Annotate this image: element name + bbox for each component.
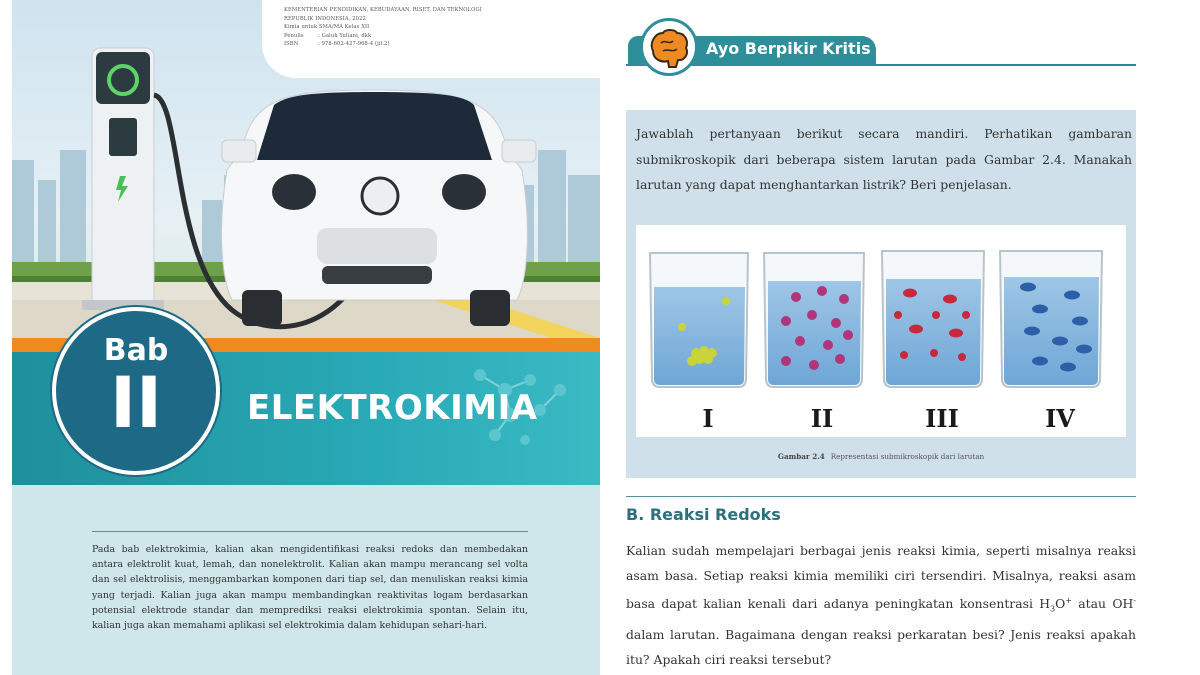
brain-icon-badge bbox=[640, 18, 698, 76]
chapter-number-badge bbox=[52, 307, 220, 475]
beaker-1-icon bbox=[650, 253, 748, 387]
charging-station-icon bbox=[82, 48, 164, 310]
beaker-label-1: I bbox=[702, 404, 714, 433]
publication-info bbox=[262, 0, 600, 78]
beaker-label-4: IV bbox=[1045, 404, 1075, 433]
meta-line-1: KEMENTERIAN PENDIDIKAN, KEBUDAYAAN, RISET, DAN TEKNOLOGI bbox=[284, 7, 482, 13]
chapter-label: Bab bbox=[103, 333, 169, 368]
chapter-number: II bbox=[109, 362, 163, 444]
caption-text: Representasi submikroskopik dari larutan bbox=[830, 452, 985, 461]
section-body-text: Kalian sudah mempelajari berbagai jenis reaksi kimia, seperti misalnya reaksi asam basa. Setiap reaksi kimia memiliki ciri tersendiri. Misalnya, reaksi asam basa dapat kalian kenali dari adanya peningkatan konsentrasi $H_3O^+$ atau OH- dalam larutan. Bagaimana dengan reaksi perkaratan besi? Jenis reaksi apakah itu? Apakah ciri reaksi tersebut? bbox=[626, 543, 1136, 668]
chapter-intro-text: Pada bab elektrokimia, kalian akan mengidentifikasi reaksi redoks dan membedakan antara elektrolit kuat, lemah, dan nonelektrolit. Kalian akan mampu merancang sel volta dan sel elektrolisis, menggambarkan komponen dari tiap sel, dan menuliskan reaksi kimia yang terjadi. Kalian juga akan mampu membandingkan reaktivitas logam berdasarkan potensial elektrode standar dan memprediksi reaksi elektrokimia spontan. Selain itu, kalian juga akan memahami aplikasi sel elektrokimia dalam kehidupan sehari-hari. bbox=[92, 544, 528, 632]
caption-label: Gambar 2.4 bbox=[777, 452, 825, 461]
brain-icon bbox=[643, 21, 695, 73]
beaker-3-icon bbox=[882, 251, 984, 387]
beaker-label-2: II bbox=[810, 404, 834, 433]
beaker-4-icon bbox=[1000, 251, 1102, 387]
section-divider bbox=[626, 496, 1136, 497]
section-header-title: Ayo Berpikir Kritis bbox=[706, 39, 871, 58]
chapter-title: ELEKTROKIMIA bbox=[247, 388, 538, 428]
meta-line-3: Kimia untuk SMA/MA Kelas XII bbox=[284, 24, 370, 31]
meta-line-isbn: ISBN : 978-602-427-968-4 (jil.2) bbox=[284, 41, 390, 48]
meta-line-2: REPUBLIK INDONESIA, 2022 bbox=[284, 15, 366, 22]
right-page bbox=[600, 0, 1200, 675]
electric-car-icon bbox=[222, 90, 536, 326]
meta-line-author: Penulis : Galuh Yuliani, dkk bbox=[284, 32, 372, 39]
section-title: B. Reaksi Redoks bbox=[626, 505, 781, 524]
question-text: Jawablah pertanyaan berikut secara mandiri. Perhatikan gambaran submikroskopik dari beberapa sistem larutan pada Gambar 2.4. Manakah larutan yang dapat menghantarkan listrik? Beri penjelasan. bbox=[636, 126, 1132, 192]
figure-caption bbox=[626, 452, 1136, 461]
beaker-2-icon bbox=[764, 253, 864, 387]
beaker-label-3: III bbox=[925, 404, 959, 433]
intro-divider bbox=[92, 531, 528, 532]
